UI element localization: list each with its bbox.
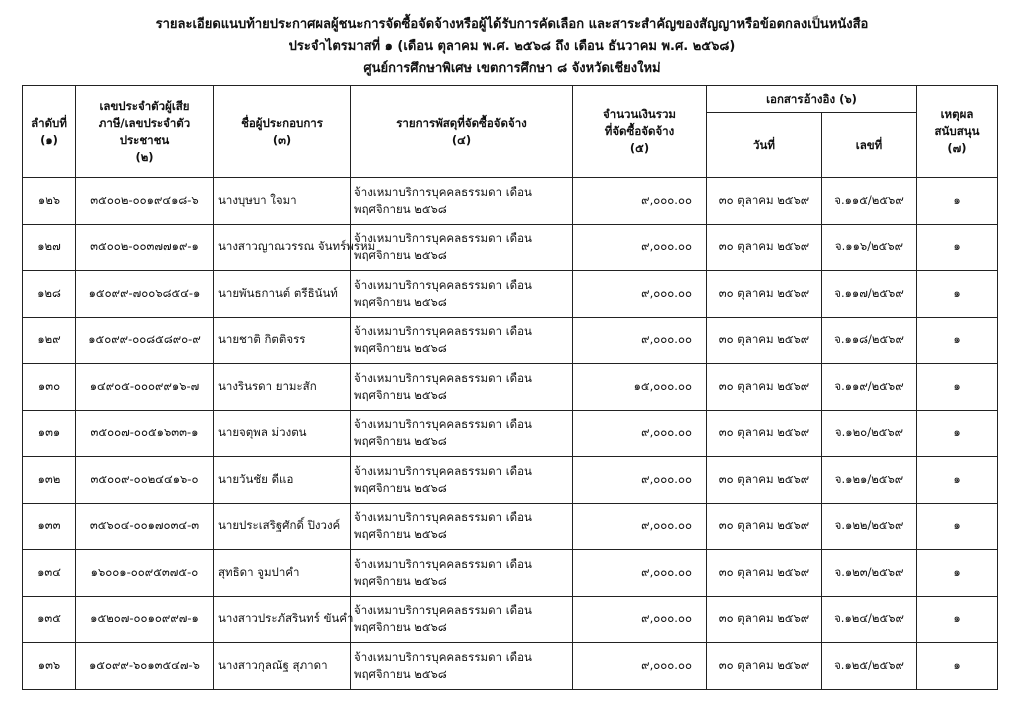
cell-name: นางสาวญาณวรรณ จันทร์พรหม — [214, 224, 351, 271]
header-title: รายละเอียดแนบท้ายประกาศผลผู้ชนะการจัดซื้อจัดจ้างหรือผู้ได้รับการคัดเลือก และสาระสำคัญของสัญญาหรือข้อตกลงเป็นหนังสือ — [155, 17, 869, 32]
cell-number: จ.๑๒๓/๒๕๖๙ — [822, 550, 917, 597]
table-row — [23, 224, 998, 271]
cell-name: นางรินรดา ยามะสัก — [214, 364, 351, 411]
cell-reason: ๑ — [917, 410, 998, 457]
cell-date: ๓๐ ตุลาคม ๒๕๖๙ — [707, 457, 822, 504]
cell-amount: ๙,๐๐๐.๐๐ — [573, 271, 707, 318]
cell-seq: ๑๓๔ — [23, 550, 76, 597]
cell-number: จ.๑๒๔/๒๕๖๙ — [822, 596, 917, 643]
table-row — [23, 550, 998, 597]
cell-seq: ๑๓๑ — [23, 410, 76, 457]
cell-seq: ๑๒๘ — [23, 271, 76, 318]
cell-number: จ.๑๑๙/๒๕๖๙ — [822, 364, 917, 411]
cell-seq: ๑๓๒ — [23, 457, 76, 504]
cell-amount: ๙,๐๐๐.๐๐ — [573, 224, 707, 271]
cell-date: ๓๐ ตุลาคม ๒๕๖๙ — [707, 503, 822, 550]
cell-number: จ.๑๒๑/๒๕๖๙ — [822, 457, 917, 504]
cell-reason: ๑ — [917, 503, 998, 550]
cell-name: นางบุษบา ใจมา — [214, 178, 351, 225]
table-row — [23, 596, 998, 643]
cell-item: จ้างเหมาบริการบุคคลธรรมดา เดือน พฤศจิกายน ๒๕๖๘ — [351, 503, 573, 550]
cell-seq: ๑๓๖ — [23, 643, 76, 690]
cell-item: จ้างเหมาบริการบุคคลธรรมดา เดือน พฤศจิกายน ๒๕๖๘ — [351, 271, 573, 318]
cell-number: จ.๑๑๕/๒๕๖๙ — [822, 178, 917, 225]
cell-number: จ.๑๑๗/๒๕๖๙ — [822, 271, 917, 318]
table-row — [23, 503, 998, 550]
table-row — [23, 457, 998, 504]
table-row — [23, 317, 998, 364]
col-header-amount: จำนวนเงินรวม ที่จัดซื้อจัดจ้าง (๕) — [573, 86, 707, 178]
cell-reason: ๑ — [917, 596, 998, 643]
cell-number: จ.๑๑๖/๒๕๖๙ — [822, 224, 917, 271]
col-header-taxid: เลขประจำตัวผู้เสีย ภาษี/เลขประจำตัว ประชาชน (๒) — [76, 86, 214, 178]
cell-date: ๓๐ ตุลาคม ๒๕๖๙ — [707, 364, 822, 411]
cell-date: ๓๐ ตุลาคม ๒๕๖๙ — [707, 271, 822, 318]
procurement-table — [22, 85, 998, 690]
cell-item: จ้างเหมาบริการบุคคลธรรมดา เดือน พฤศจิกายน ๒๕๖๘ — [351, 457, 573, 504]
cell-seq: ๑๒๙ — [23, 317, 76, 364]
col-header-reference: เอกสารอ้างอิง (๖) — [707, 86, 917, 113]
cell-date: ๓๐ ตุลาคม ๒๕๖๙ — [707, 410, 822, 457]
cell-taxid: ๓๕๐๐๒-๐๐๑๙๔๑๘-๖ — [76, 178, 214, 225]
cell-reason: ๑ — [917, 364, 998, 411]
table-row — [23, 364, 998, 411]
cell-date: ๓๐ ตุลาคม ๒๕๖๙ — [707, 224, 822, 271]
cell-date: ๓๐ ตุลาคม ๒๕๖๙ — [707, 178, 822, 225]
cell-reason: ๑ — [917, 271, 998, 318]
table-body — [23, 178, 998, 690]
table-row — [23, 643, 998, 690]
cell-name: นางสาวประภัสรินทร์ ขันคำ — [214, 596, 351, 643]
cell-taxid: ๑๔๙๐๕-๐๐๐๙๙๑๖-๗ — [76, 364, 214, 411]
cell-name: นายวันชัย ดีแอ — [214, 457, 351, 504]
cell-name: นายชาติ กิตติจรร — [214, 317, 351, 364]
cell-seq: ๑๓๓ — [23, 503, 76, 550]
cell-seq: ๑๒๗ — [23, 224, 76, 271]
cell-taxid: ๑๖๐๐๑-๐๐๙๕๓๗๕-๐ — [76, 550, 214, 597]
cell-taxid: ๓๕๖๐๔-๐๐๑๗๐๓๔-๓ — [76, 503, 214, 550]
cell-taxid: ๓๕๐๐๙-๐๐๒๔๔๑๖-๐ — [76, 457, 214, 504]
cell-item: จ้างเหมาบริการบุคคลธรรมดา เดือน พฤศจิกายน ๒๕๖๘ — [351, 596, 573, 643]
cell-reason: ๑ — [917, 550, 998, 597]
cell-amount: ๑๕,๐๐๐.๐๐ — [573, 364, 707, 411]
cell-item: จ้างเหมาบริการบุคคลธรรมดา เดือน พฤศจิกายน ๒๕๖๘ — [351, 550, 573, 597]
cell-seq: ๑๓๐ — [23, 364, 76, 411]
header-agency: ศูนย์การศึกษาพิเศษ เขตการศึกษา ๘ จังหวัดเชียงใหม่ — [363, 61, 661, 76]
cell-taxid: ๑๕๐๙๙-๗๐๐๖๘๕๔-๑ — [76, 271, 214, 318]
cell-name: นายจตุพล ม่วงตน — [214, 410, 351, 457]
table-row — [23, 271, 998, 318]
cell-seq: ๑๓๕ — [23, 596, 76, 643]
cell-date: ๓๐ ตุลาคม ๒๕๖๙ — [707, 643, 822, 690]
table-row — [23, 178, 998, 225]
cell-amount: ๙,๐๐๐.๐๐ — [573, 643, 707, 690]
cell-amount: ๙,๐๐๐.๐๐ — [573, 317, 707, 364]
cell-taxid: ๑๕๒๐๗-๐๐๑๐๙๙๗-๑ — [76, 596, 214, 643]
cell-date: ๓๐ ตุลาคม ๒๕๖๙ — [707, 317, 822, 364]
cell-item: จ้างเหมาบริการบุคคลธรรมดา เดือน พฤศจิกายน ๒๕๖๘ — [351, 224, 573, 271]
cell-taxid: ๑๕๐๙๙-๐๐๘๕๘๙๐-๙ — [76, 317, 214, 364]
col-header-name: ชื่อผู้ประกอบการ (๓) — [214, 86, 351, 178]
cell-amount: ๙,๐๐๐.๐๐ — [573, 410, 707, 457]
cell-number: จ.๑๒๐/๒๕๖๙ — [822, 410, 917, 457]
cell-amount: ๙,๐๐๐.๐๐ — [573, 178, 707, 225]
cell-name: นางสาวกุลณัฐ สุภาดา — [214, 643, 351, 690]
col-header-item: รายการพัสดุที่จัดซื้อจัดจ้าง (๔) — [351, 86, 573, 178]
cell-reason: ๑ — [917, 178, 998, 225]
header-period: ประจำไตรมาสที่ ๑ (เดือน ตุลาคม พ.ศ. ๒๕๖๘ ถึง เดือน ธันวาคม พ.ศ. ๒๕๖๘) — [288, 39, 736, 54]
cell-date: ๓๐ ตุลาคม ๒๕๖๙ — [707, 596, 822, 643]
col-header-date: วันที่ — [707, 113, 822, 178]
cell-item: จ้างเหมาบริการบุคคลธรรมดา เดือน พฤศจิกายน ๒๕๖๘ — [351, 178, 573, 225]
cell-taxid: ๓๕๐๐๗-๐๐๕๑๖๓๓-๑ — [76, 410, 214, 457]
col-header-reason: เหตุผล สนับสนุน (๗) — [917, 86, 998, 178]
cell-item: จ้างเหมาบริการบุคคลธรรมดา เดือน พฤศจิกายน ๒๕๖๘ — [351, 410, 573, 457]
table-row — [23, 410, 998, 457]
cell-amount: ๙,๐๐๐.๐๐ — [573, 503, 707, 550]
cell-name: นายพันธกานต์ ตรีธินันท์ — [214, 271, 351, 318]
cell-reason: ๑ — [917, 224, 998, 271]
document-header — [0, 14, 1024, 80]
cell-item: จ้างเหมาบริการบุคคลธรรมดา เดือน พฤศจิกายน ๒๕๖๘ — [351, 364, 573, 411]
cell-number: จ.๑๒๒/๒๕๖๙ — [822, 503, 917, 550]
cell-name: สุทธิดา จูมปาคำ — [214, 550, 351, 597]
cell-number: จ.๑๑๘/๒๕๖๙ — [822, 317, 917, 364]
cell-amount: ๙,๐๐๐.๐๐ — [573, 596, 707, 643]
cell-amount: ๙,๐๐๐.๐๐ — [573, 457, 707, 504]
col-header-number: เลขที่ — [822, 113, 917, 178]
cell-item: จ้างเหมาบริการบุคคลธรรมดา เดือน พฤศจิกายน ๒๕๖๘ — [351, 643, 573, 690]
cell-seq: ๑๒๖ — [23, 178, 76, 225]
col-header-seq: ลำดับที่ (๑) — [23, 86, 76, 178]
cell-name: นายประเสริฐศักดิ์ ปิงวงค์ — [214, 503, 351, 550]
cell-date: ๓๐ ตุลาคม ๒๕๖๙ — [707, 550, 822, 597]
cell-taxid: ๑๕๐๙๙-๖๐๑๓๕๔๗-๖ — [76, 643, 214, 690]
cell-taxid: ๓๕๐๐๒-๐๐๓๗๗๑๙-๑ — [76, 224, 214, 271]
cell-reason: ๑ — [917, 457, 998, 504]
cell-item: จ้างเหมาบริการบุคคลธรรมดา เดือน พฤศจิกายน ๒๕๖๘ — [351, 317, 573, 364]
cell-reason: ๑ — [917, 317, 998, 364]
cell-amount: ๙,๐๐๐.๐๐ — [573, 550, 707, 597]
cell-reason: ๑ — [917, 643, 998, 690]
cell-number: จ.๑๒๕/๒๕๖๙ — [822, 643, 917, 690]
